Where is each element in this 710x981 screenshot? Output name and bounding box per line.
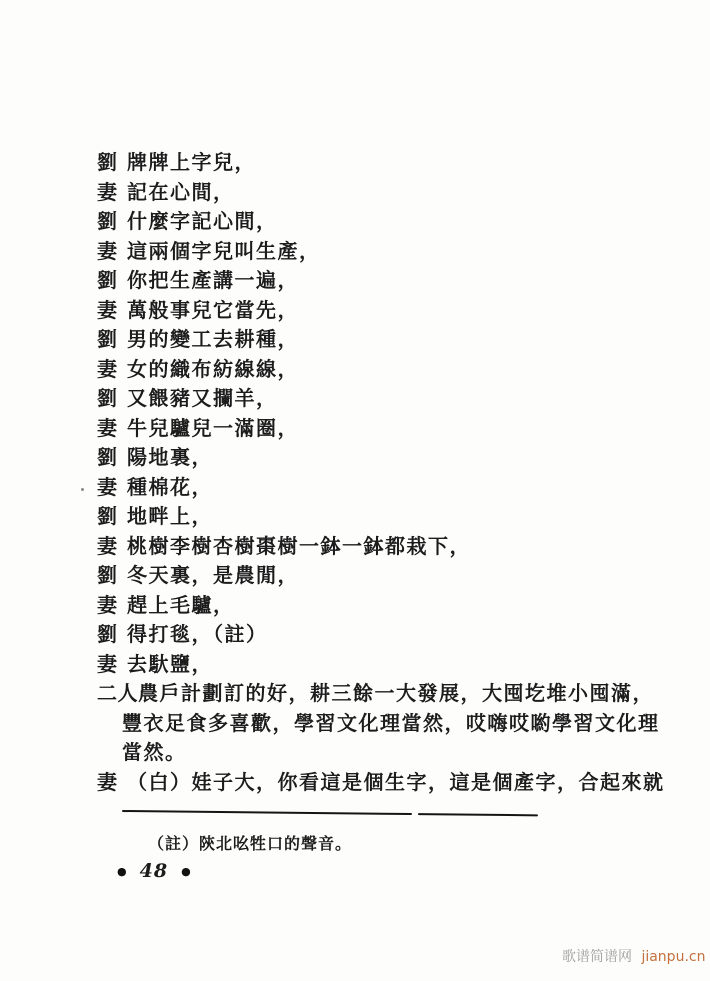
speaker-label: 妻 xyxy=(97,592,118,617)
speaker-label: 二人 xyxy=(97,681,138,705)
dialogue-text: 這兩個字兒叫生產， xyxy=(127,238,321,263)
speaker-label: 劉 xyxy=(97,327,118,351)
dialogue-text: 趕上毛驢， xyxy=(127,592,235,617)
page-number-dot: ● xyxy=(117,864,127,878)
dialogue-line xyxy=(0,205,710,235)
dialogue-text: 記在心間， xyxy=(127,179,235,204)
speaker-label: 劉 xyxy=(97,563,118,587)
dialogue-text: 陽地裏， xyxy=(127,445,213,469)
dialogue-text: 女的織布紡線線， xyxy=(127,356,299,381)
dialogue-text: 農戶計劃訂的好，耕三餘一大發展，大囤圪堆小囤滿， xyxy=(138,681,654,705)
dialogue-text: 豐衣足食多喜歡，學習文化理當然，哎嗨哎喲學習文化理 xyxy=(122,710,660,735)
dialogue-text: 得打毯，（註） xyxy=(127,622,268,646)
dialogue-line xyxy=(0,530,710,560)
dialogue-line xyxy=(0,412,710,442)
dialogue-line-continuation xyxy=(0,707,710,737)
dialogue-text: （白）娃子大，你看這是個生字，這是個產字，合起來就 xyxy=(127,769,665,794)
dialogue-line xyxy=(0,294,710,324)
dialogue-line xyxy=(0,323,710,353)
speaker-label: 劉 xyxy=(97,268,118,292)
speaker-label: 妻 xyxy=(97,297,118,322)
speaker-label: 妻 xyxy=(97,238,118,263)
scan-speck xyxy=(81,488,84,491)
speaker-label: 劉 xyxy=(97,209,118,233)
dialogue-line xyxy=(0,235,710,265)
speaker-label: 妻 xyxy=(97,179,118,204)
dialogue-line xyxy=(0,471,710,501)
dialogue-line xyxy=(0,176,710,206)
dialogue-line xyxy=(0,618,710,648)
footnote-divider xyxy=(122,810,538,817)
dialogue-text: 去馱鹽， xyxy=(127,651,213,676)
dialogue-line xyxy=(0,353,710,383)
dialogue-line xyxy=(0,589,710,619)
dialogue-line xyxy=(0,766,710,796)
speaker-label: 妻 xyxy=(97,651,118,676)
speaker-label: 妻 xyxy=(97,769,118,794)
dialogue-text: 種棉花， xyxy=(127,474,213,499)
dialogue-text: 什麼字記心間， xyxy=(127,209,278,233)
speaker-label: 妻 xyxy=(97,415,118,440)
speaker-label: 劉 xyxy=(97,386,118,410)
divider-segment xyxy=(418,813,538,816)
page-number-value: 48 xyxy=(139,860,169,882)
page-number xyxy=(117,860,191,882)
speaker-label: 妻 xyxy=(97,533,118,558)
speaker-label: 劉 xyxy=(97,504,118,528)
watermark-site-name: 歌谱简谱网 xyxy=(562,949,632,965)
speaker-label: 劉 xyxy=(97,150,118,174)
dialogue-text: 男的變工去耕種， xyxy=(127,327,299,351)
dialogue-text: 牛兒驢兒一滿圈， xyxy=(127,415,299,440)
dialogue-text: 當然。 xyxy=(122,740,187,764)
dialogue-line xyxy=(0,382,710,412)
dialogue-line xyxy=(0,677,710,707)
watermark-site-url: jianpu.cn xyxy=(641,949,706,965)
speaker-label: 劉 xyxy=(97,445,118,469)
site-watermark xyxy=(562,946,705,966)
dialogue-line xyxy=(0,559,710,589)
dialogue-text: 冬天裏，是農閒， xyxy=(127,563,299,587)
dialogue-line xyxy=(0,264,710,294)
page-number-dot: ● xyxy=(181,864,191,878)
dialogue-line xyxy=(0,500,710,530)
dialogue-text: 桃樹李樹杏樹棗樹一鉢一鉢都栽下， xyxy=(127,533,471,558)
dialogue-text: 牌牌上字兒， xyxy=(127,150,256,174)
speaker-label: 妻 xyxy=(97,474,118,499)
dialogue-text: 萬般事兒它當先， xyxy=(127,297,299,322)
dialogue-text: 地畔上， xyxy=(127,504,213,528)
dialogue-text: 又餵豬又攔羊， xyxy=(127,386,278,410)
dialogue-line-continuation xyxy=(0,736,710,766)
divider-segment xyxy=(122,810,412,815)
footnote-text: （註）陝北吆牲口的聲音。 xyxy=(148,834,353,853)
dialogue-text: 你把生產講一遍， xyxy=(127,268,299,292)
dialogue-line xyxy=(0,146,710,176)
speaker-label: 劉 xyxy=(97,622,118,646)
dialogue-line xyxy=(0,648,710,678)
dialogue-line xyxy=(0,441,710,471)
speaker-label: 妻 xyxy=(97,356,118,381)
dialogue-block xyxy=(0,146,710,795)
